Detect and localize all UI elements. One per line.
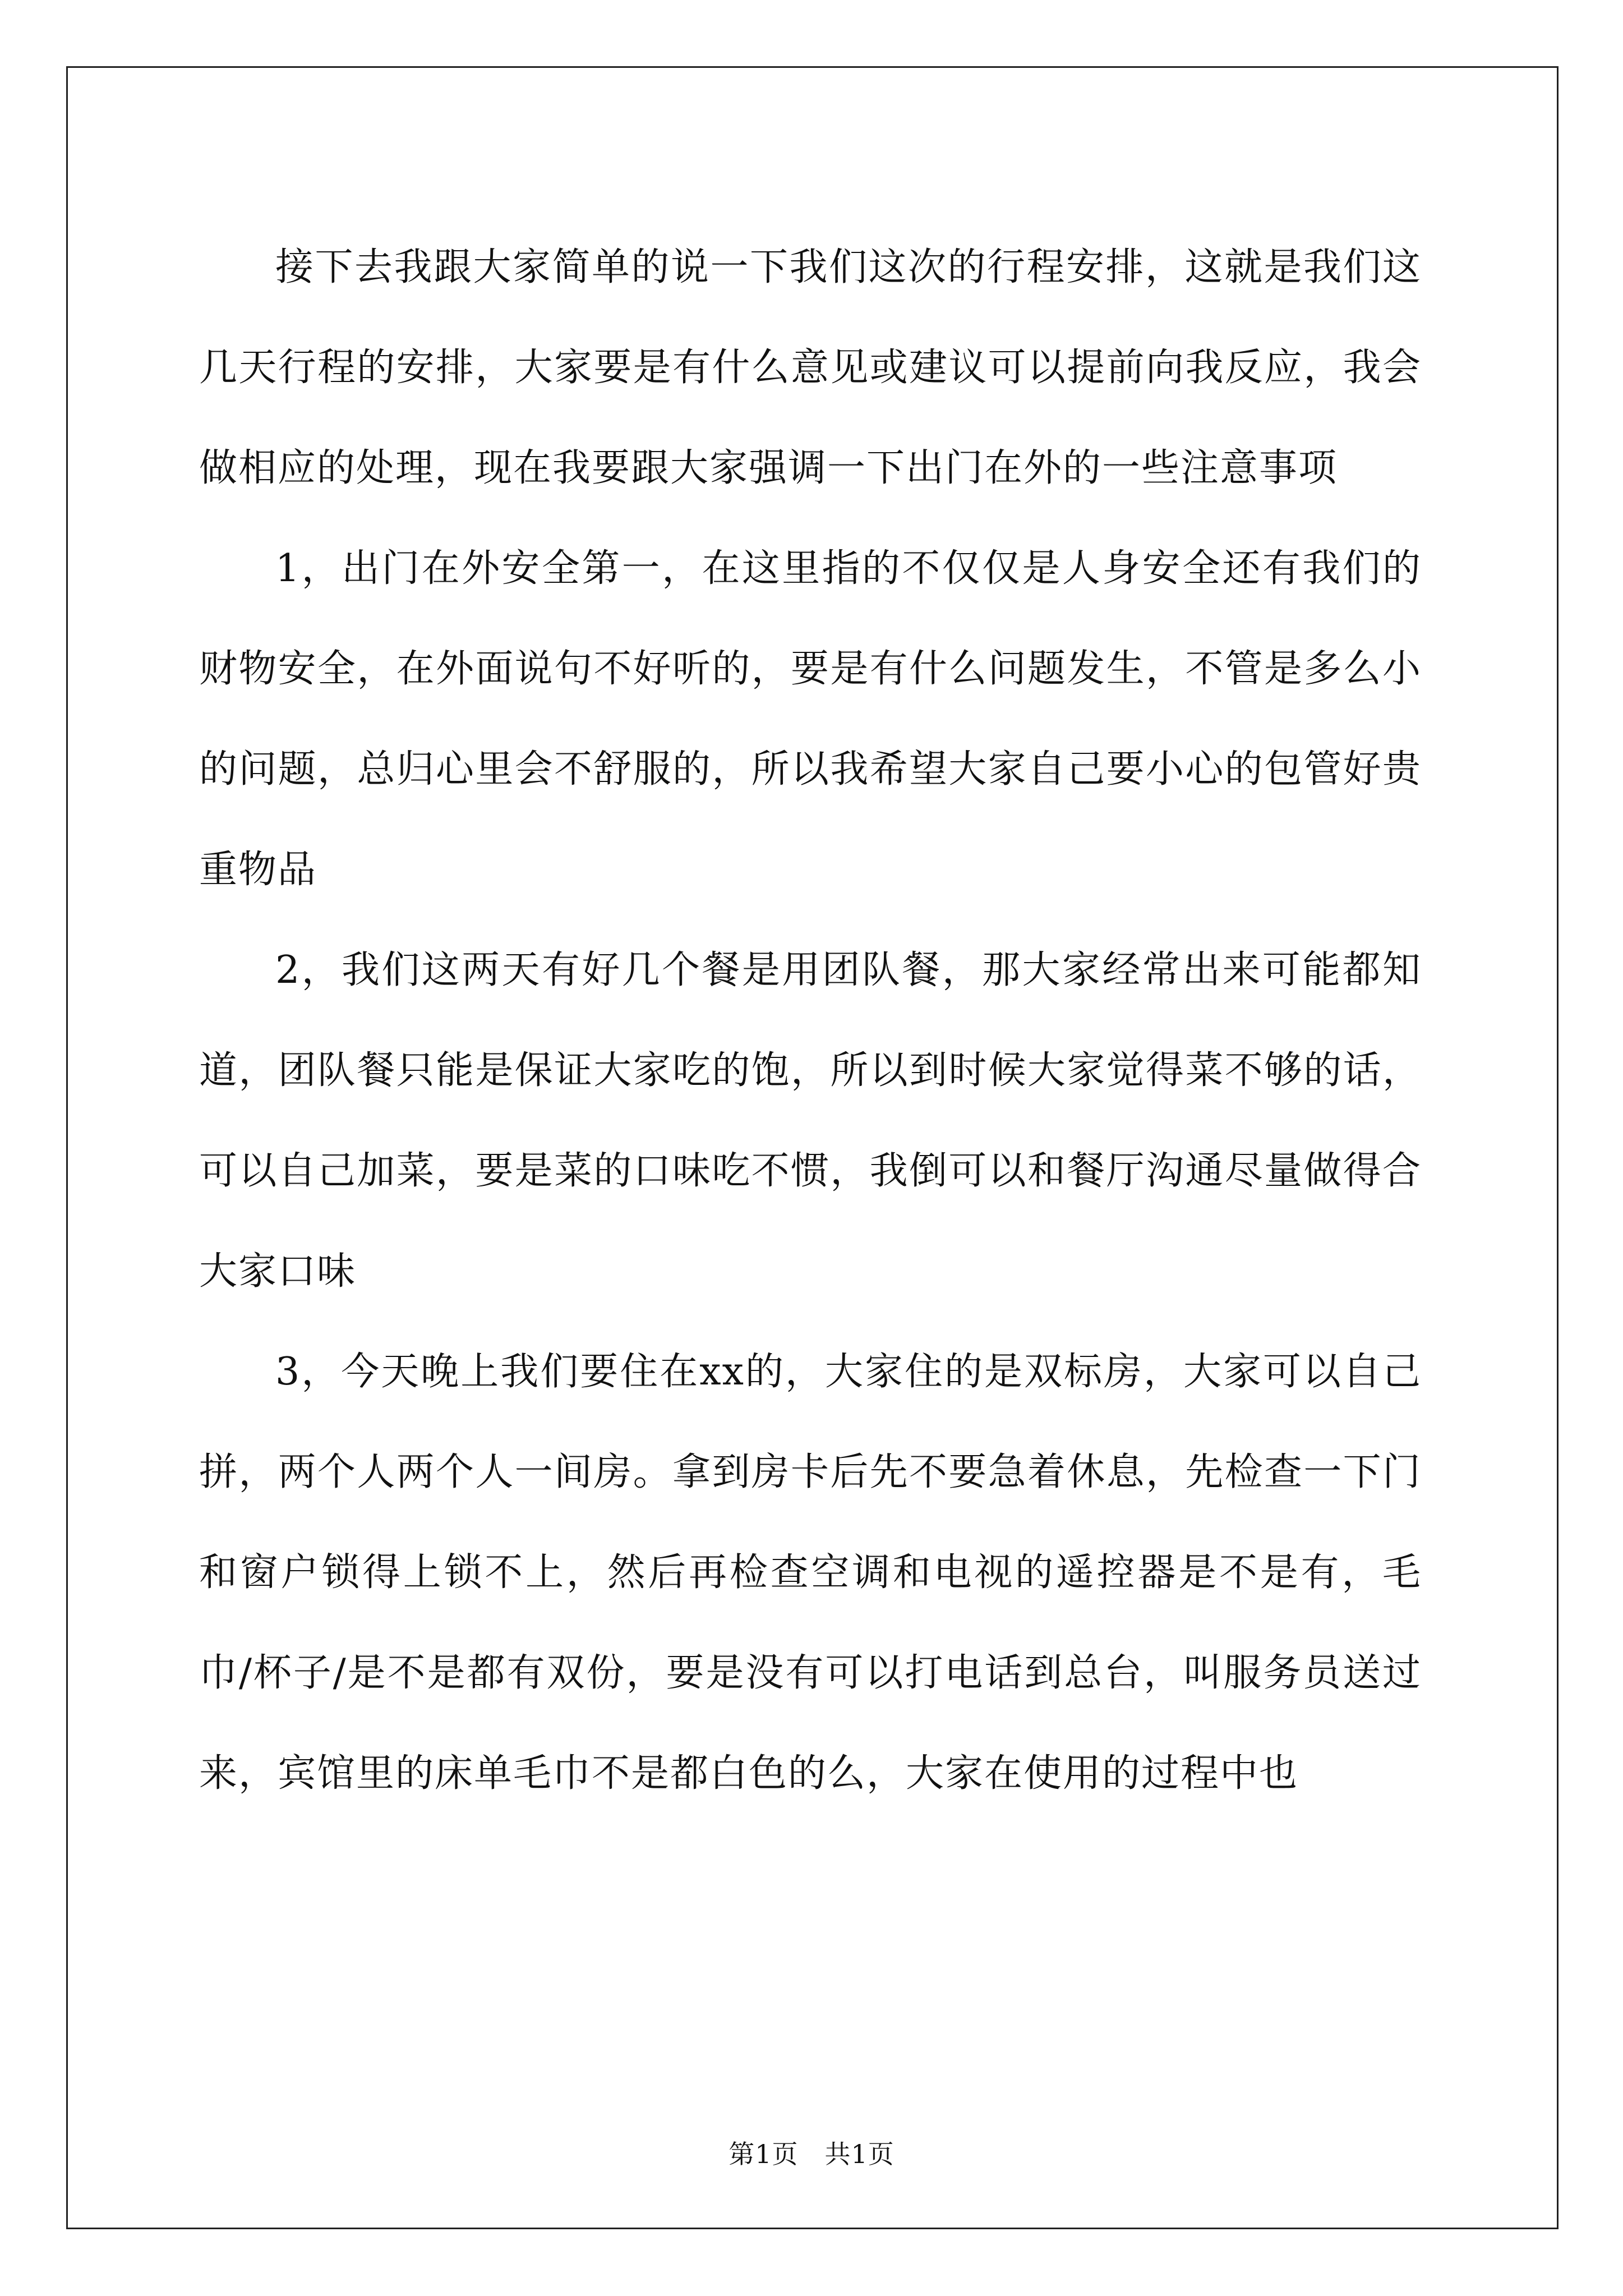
document-body: [199, 217, 1422, 1824]
paragraph-itinerary-intro: 接下去我跟大家简单的说一下我们这次的行程安排，这就是我们这几天行程的安排，大家要是有什么意见或建议可以提前向我反应，我会做相应的处理，现在我要跟大家强调一下出门在外的一些注意事项: [199, 245, 1422, 490]
paragraph-safety-note: 1，出门在外安全第一，在这里指的不仅仅是人身安全还有我们的财物安全，在外面说句不好听的，要是有什么问题发生，不管是多么小的问题，总归心里会不舒服的，所以我希望大家自己要小心的包管好贵重物品: [199, 546, 1422, 892]
paragraph-accommodation-note: 3，今天晚上我们要住在xx的，大家住的是双标房，大家可以自己拼，两个人两个人一间房。拿到房卡后先不要急着休息，先检查一下门和窗户锁得上锁不上，然后再检查空调和电视的遥控器是不是有，毛巾/杯子/是不是都有双份，要是没有可以打电话到总台，叫服务员送过来，宾馆里的床单毛巾不是都白色的么，大家在使用的过程中也: [199, 1350, 1422, 1796]
page-number-footer: 第1页 共1页: [728, 2139, 895, 2169]
paragraph-meal-note: 2，我们这两天有好几个餐是用团队餐，那大家经常出来可能都知道，团队餐只能是保证大家吃的饱，所以到时候大家觉得菜不够的话，可以自己加菜，要是菜的口味吃不惯，我倒可以和餐厅沟通尽量做得合大家口味: [199, 948, 1422, 1294]
